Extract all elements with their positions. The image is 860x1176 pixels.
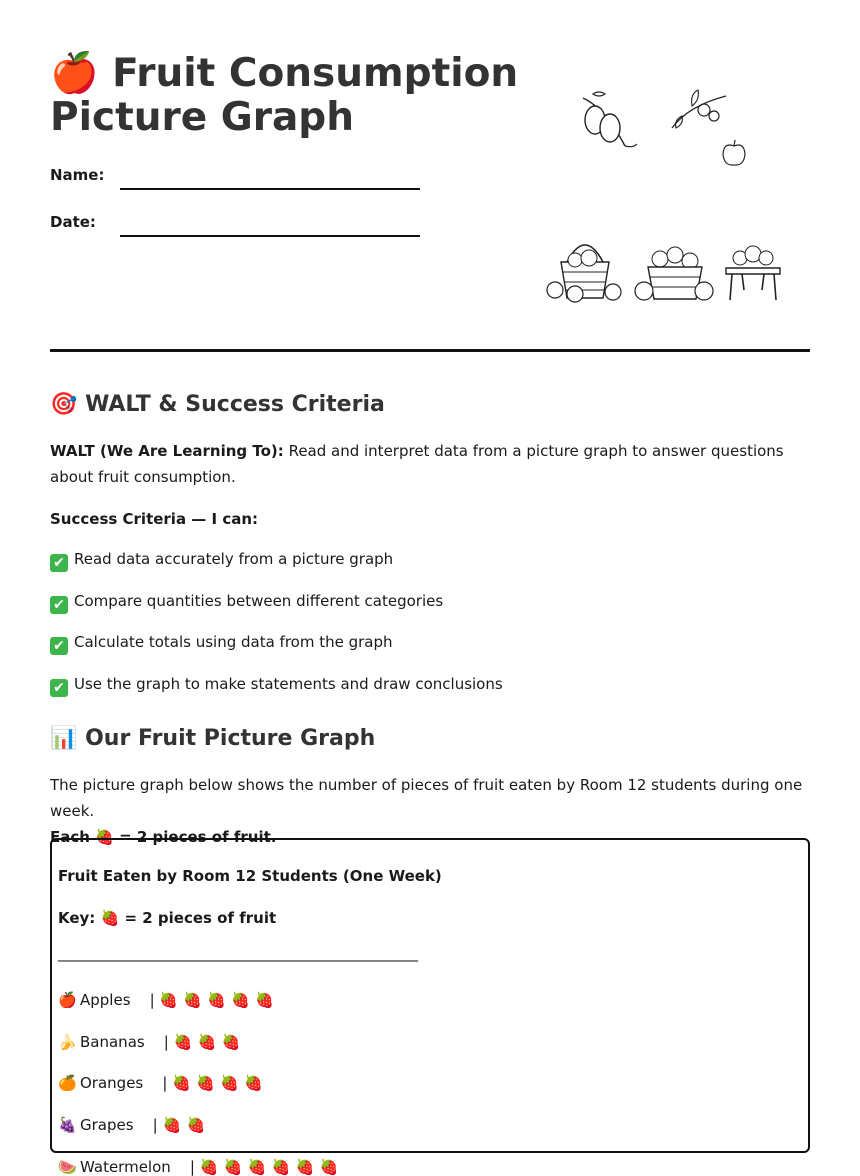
name-label: Name: <box>50 166 105 184</box>
strawberry-icon: 🍓 <box>196 1074 215 1092</box>
graph-row-label: Bananas <box>80 1033 145 1051</box>
apples-icon: 🍎 <box>58 991 77 1009</box>
graph-intro-text: The picture graph below shows the number of pieces of fruit eaten by Room 12 students during one week. <box>50 776 803 820</box>
graph-separator: ________________________________________________ <box>58 944 418 962</box>
criteria-text: Calculate totals using data from the graph <box>74 633 393 651</box>
graph-row-divider: | <box>130 991 160 1009</box>
graph-key <box>58 909 276 927</box>
strawberry-icon: 🍓 <box>223 1158 243 1176</box>
date-field <box>50 213 120 231</box>
graph-row-label: Apples <box>80 991 131 1009</box>
fruit-stool-illustration <box>722 240 784 304</box>
graph-row-grapes <box>58 1116 210 1134</box>
strawberry-icon: 🍓 <box>172 1074 191 1092</box>
graph-heading-text: Our Fruit Picture Graph <box>85 726 376 751</box>
strawberry-icon: 🍓 <box>186 1116 206 1134</box>
walt-heading <box>50 392 385 417</box>
criteria-item <box>50 675 503 697</box>
name-field <box>50 166 120 184</box>
criteria-item <box>50 550 393 572</box>
walt-text: Read and interpret data from a picture graph to answer questions about fruit consumption. <box>50 442 784 486</box>
strawberry-icon: 🍓 <box>183 991 203 1009</box>
strawberry-icon: 🍓 <box>197 1033 217 1051</box>
graph-row-oranges <box>58 1074 268 1092</box>
graph-row-watermelon <box>58 1158 344 1176</box>
walt-statement <box>50 438 812 490</box>
branch-illustration <box>668 86 730 134</box>
strawberry-icon: 🍓 <box>159 991 179 1009</box>
strawberry-icon: 🍓 <box>247 1158 267 1176</box>
apple-icon: 🍎 <box>50 51 99 96</box>
name-write-line[interactable] <box>120 188 420 190</box>
graph-row-divider: | <box>144 1033 174 1051</box>
strawberry-icon: 🍓 <box>100 909 120 927</box>
strawberry-icon: 🍓 <box>244 1074 263 1092</box>
strawberry-icon: 🍓 <box>255 991 275 1009</box>
each-prefix: Each <box>50 828 96 846</box>
strawberry-icon: 🍓 <box>271 1158 291 1176</box>
strawberry-icon: 🍓 <box>231 991 251 1009</box>
strawberry-icon: 🍓 <box>173 1033 193 1051</box>
bananas-icon: 🍌 <box>58 1033 77 1051</box>
graph-row-divider: | <box>143 1074 173 1092</box>
criteria-text: Compare quantities between different categories <box>74 592 444 610</box>
walt-heading-text: WALT & Success Criteria <box>85 392 385 417</box>
grapes-icon: 🍇 <box>58 1116 77 1134</box>
each-suffix: = 2 pieces of fruit. <box>113 828 277 846</box>
strawberry-icon: 🍓 <box>319 1158 339 1176</box>
strawberry-icon: 🍓 <box>162 1116 182 1134</box>
target-icon: 🎯 <box>50 392 78 417</box>
check-icon: ✔ <box>50 679 68 697</box>
apple-basket-illustration <box>630 243 720 305</box>
criteria-item <box>50 633 393 655</box>
graph-heading <box>50 726 375 751</box>
strawberry-icon: 🍓 <box>199 1158 219 1176</box>
date-label: Date: <box>50 213 96 231</box>
criteria-item <box>50 592 443 614</box>
walt-label: WALT (We Are Learning To): <box>50 442 284 460</box>
graph-row-label: Watermelon <box>80 1158 171 1176</box>
check-icon: ✔ <box>50 596 68 614</box>
strawberry-icon: 🍓 <box>221 1033 241 1051</box>
graph-row-label: Oranges <box>80 1074 144 1092</box>
check-icon: ✔ <box>50 637 68 655</box>
bar-chart-icon: 📊 <box>50 726 78 751</box>
small-apple-illustration <box>720 138 748 168</box>
graph-title: Fruit Eaten by Room 12 Students (One Week) <box>58 867 442 885</box>
page-title <box>50 52 520 140</box>
pear-branch-illustration <box>575 88 645 153</box>
fruit-basket-illustration <box>545 232 625 306</box>
key-suffix: = 2 pieces of fruit <box>119 909 277 927</box>
strawberry-icon: 🍓 <box>295 1158 315 1176</box>
check-icon: ✔ <box>50 554 68 572</box>
criteria-text: Use the graph to make statements and draw conclusions <box>74 675 503 693</box>
picture-graph <box>50 838 810 1176</box>
graph-row-label: Grapes <box>80 1116 134 1134</box>
criteria-text: Read data accurately from a picture graph <box>74 550 394 568</box>
key-prefix: Key: <box>58 909 101 927</box>
oranges-icon: 🍊 <box>58 1074 77 1092</box>
watermelon-icon: 🍉 <box>58 1158 77 1176</box>
strawberry-icon: 🍓 <box>95 828 114 846</box>
strawberry-icon: 🍓 <box>220 1074 239 1092</box>
graph-row-divider: | <box>170 1158 200 1176</box>
date-write-line[interactable] <box>120 235 420 237</box>
success-criteria-label: Success Criteria — I can: <box>50 510 259 528</box>
page-title-text: Fruit Consumption Picture Graph <box>50 51 519 140</box>
graph-row-divider: | <box>133 1116 163 1134</box>
strawberry-icon: 🍓 <box>207 991 227 1009</box>
graph-row-bananas <box>58 1033 246 1051</box>
graph-row-apples <box>58 991 279 1009</box>
header-divider <box>50 349 810 352</box>
